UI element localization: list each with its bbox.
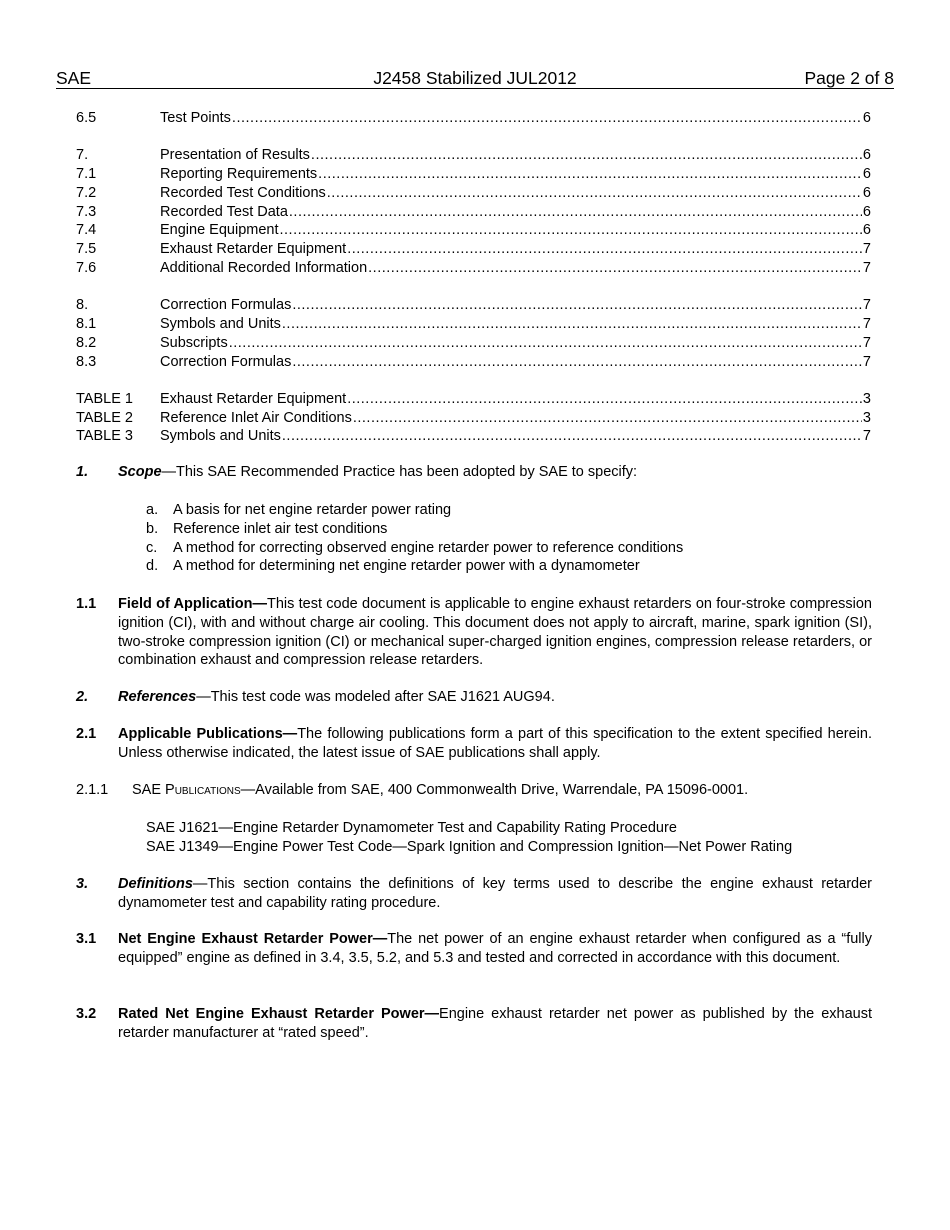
toc-group <box>76 296 871 371</box>
section-heading: Rated Net Engine Exhaust Retarder Power— <box>118 1006 440 1022</box>
toc-entry-page: 7 <box>862 428 871 445</box>
toc-entry <box>76 240 871 259</box>
section-scope <box>76 463 872 482</box>
toc-entry-number: 8.2 <box>76 334 97 351</box>
list-item-text: A method for determining net engine retarder power with a dynamometer <box>173 558 640 575</box>
section-applicable-publications <box>76 725 872 763</box>
section-number: 3. <box>76 876 89 892</box>
toc-entry <box>76 409 871 428</box>
section-number: 3.1 <box>76 931 97 947</box>
section-number: 2.1.1 <box>76 782 109 798</box>
section-text: —Available from SAE, 400 Commonwealth Drive, Warrendale, PA 15096-0001. <box>240 782 749 798</box>
toc-leader-dots <box>353 409 862 428</box>
toc-entry-page: 7 <box>862 259 871 276</box>
toc-entry <box>76 221 871 240</box>
toc-entry-title: Symbols and Units <box>160 315 281 332</box>
reference-list <box>146 819 792 857</box>
toc-leader-dots <box>318 165 862 184</box>
toc-entry-title: Subscripts <box>160 334 228 351</box>
section-heading: Net Engine Exhaust Retarder Power— <box>118 931 388 947</box>
toc-leader-dots <box>292 296 862 315</box>
section-number: 2.1 <box>76 726 97 742</box>
section-references <box>76 688 872 707</box>
toc-entry-number: 7.3 <box>76 203 97 220</box>
toc-entry <box>76 427 871 446</box>
toc-leader-dots <box>347 240 862 259</box>
toc-leader-dots <box>229 334 862 353</box>
section-field-of-application <box>76 595 872 670</box>
section-text: —This section contains the definitions of key terms used to describe the engine exhaust retarder dynamometer test and capability rating procedure. <box>118 876 872 911</box>
section-heading: Scope <box>118 464 162 480</box>
toc-entry-title: Reference Inlet Air Conditions <box>160 409 352 426</box>
section-number: 1.1 <box>76 596 97 612</box>
section-sae-publications <box>76 781 748 800</box>
toc-entry-number: 7.5 <box>76 241 97 258</box>
toc-entry-title: Exhaust Retarder Equipment <box>160 241 347 258</box>
section-text: The following publications form a part of this specification to the extent specified herein. Unless otherwise indicated, the latest issue of SAE publications shall apply. <box>118 726 872 761</box>
toc-entry <box>76 390 871 409</box>
toc-entry <box>76 165 871 184</box>
toc-leader-dots <box>282 315 862 334</box>
list-item-label: a. <box>146 502 159 518</box>
list-item-text: A basis for net engine retarder power rating <box>173 502 452 518</box>
toc-entry <box>76 203 871 222</box>
toc-entry-number: 7.6 <box>76 259 97 276</box>
toc-leader-dots <box>327 184 862 203</box>
toc-entry-number: 6.5 <box>76 110 97 126</box>
toc-entry-number: TABLE 2 <box>76 409 133 426</box>
toc-leader-dots <box>368 259 862 278</box>
toc-entry-number: 7.4 <box>76 222 97 239</box>
toc-entry-title: Reporting Requirements <box>160 165 318 182</box>
toc-entry-title: Test Points <box>160 110 231 126</box>
toc-entry-title: Exhaust Retarder Equipment <box>160 390 347 407</box>
toc-entry-number: TABLE 1 <box>76 390 133 407</box>
list-item-label: b. <box>146 520 159 537</box>
list-item <box>146 501 683 520</box>
section-text: —This test code was modeled after SAE J1621 AUG94. <box>196 689 555 705</box>
section-text: Engine exhaust retarder net power as published by the exhaust retarder manufacturer at “rated speed”. <box>118 1006 873 1041</box>
toc-entry-page: 6 <box>862 147 871 164</box>
toc-entry <box>76 184 871 203</box>
header-org: SAE <box>56 68 92 88</box>
reference-item: SAE J1621—Engine Retarder Dynamometer Test and Capability Rating Procedure <box>146 820 677 836</box>
list-item-label: d. <box>146 558 159 575</box>
toc-entry-number: 8.1 <box>76 315 97 332</box>
page-header <box>56 68 894 89</box>
toc-entry-number: 7.1 <box>76 165 97 182</box>
toc-entry <box>76 296 871 315</box>
toc-group <box>76 390 871 446</box>
toc-entry-title: Additional Recorded Information <box>160 259 368 276</box>
toc-entry-title: Engine Equipment <box>160 222 279 239</box>
section-number: 2. <box>76 689 89 705</box>
toc-leader-dots <box>232 109 862 128</box>
toc-group <box>76 146 871 278</box>
toc-entry-title: Recorded Test Conditions <box>160 184 326 201</box>
toc-entry-page: 6 <box>862 110 871 126</box>
toc-entry-number: 8. <box>76 297 89 314</box>
toc-entry-page: 3 <box>862 409 871 426</box>
toc-entry-number: 8.3 <box>76 353 97 370</box>
toc-entry-title: Correction Formulas <box>160 353 292 370</box>
toc-entry <box>76 334 871 353</box>
toc-entry-page: 7 <box>862 241 871 258</box>
toc-leader-dots <box>282 427 862 446</box>
toc-entry <box>76 146 871 165</box>
section-heading: Applicable Publications— <box>118 726 298 742</box>
toc-entry-page: 6 <box>862 203 871 220</box>
list-item <box>146 520 683 539</box>
scope-list <box>146 501 683 576</box>
section-net-engine-exhaust-retarder-power <box>76 930 872 968</box>
toc-entry-page: 6 <box>862 222 871 239</box>
toc-entry <box>76 315 871 334</box>
header-page-number: Page 2 of 8 <box>804 68 894 88</box>
toc-entry-page: 6 <box>862 184 871 201</box>
toc-entry-page: 7 <box>862 334 871 351</box>
section-number: 1. <box>76 464 89 480</box>
list-item <box>146 539 683 558</box>
section-text: The net power of an engine exhaust retarder when configured as a “fully equipped” engine as defined in 3.4, 3.5, 5.2, and 5.3 and tested and corrected in accordance with this document. <box>118 931 872 966</box>
section-heading: Definitions <box>118 876 193 892</box>
toc-entry-page: 7 <box>862 315 871 332</box>
list-item <box>146 557 683 576</box>
toc-leader-dots <box>311 146 862 165</box>
toc-leader-dots <box>289 203 862 222</box>
toc-leader-dots <box>347 390 862 409</box>
table-of-contents <box>76 109 871 446</box>
toc-entry <box>76 109 871 128</box>
reference-item: SAE J1349—Engine Power Test Code—Spark Ignition and Compression Ignition—Net Power Rating <box>146 838 793 855</box>
toc-entry-page: 6 <box>862 165 871 182</box>
toc-entry-page: 7 <box>862 353 871 370</box>
section-text: —This SAE Recommended Practice has been adopted by SAE to specify: <box>161 464 638 480</box>
toc-group <box>76 109 871 128</box>
toc-leader-dots <box>280 221 862 240</box>
section-heading: Field of Application— <box>118 596 267 612</box>
toc-entry-title: Presentation of Results <box>160 147 310 164</box>
toc-entry-number: 7.2 <box>76 184 97 201</box>
toc-entry-title: Correction Formulas <box>160 297 292 314</box>
list-item-label: c. <box>146 539 158 556</box>
toc-leader-dots <box>292 353 862 372</box>
toc-entry-page: 3 <box>862 390 871 407</box>
toc-entry <box>76 259 871 278</box>
section-heading: SAE Publications <box>132 782 241 798</box>
section-heading: References <box>118 689 197 705</box>
toc-entry <box>76 353 871 372</box>
list-item-text: A method for correcting observed engine retarder power to reference conditions <box>173 539 684 556</box>
toc-entry-title: Recorded Test Data <box>160 203 288 220</box>
section-text: This test code document is applicable to engine exhaust retarders on four-stroke compression ignition (CI), with and without charge air cooling. This document does not apply to aircraft, marine, spark ignition (SI), two-stroke compression ignition (CI) or mechanical super-charged ignition engines, compression release retarders, or combination exhaust and compression release retarders. <box>118 596 872 669</box>
list-item-text: Reference inlet air test conditions <box>173 520 388 537</box>
section-rated-net-engine-exhaust-retarder-power <box>76 1005 872 1043</box>
toc-entry-number: TABLE 3 <box>76 428 133 445</box>
toc-entry-page: 7 <box>862 297 871 314</box>
header-doc-id: J2458 Stabilized JUL2012 <box>373 68 577 88</box>
toc-entry-title: Symbols and Units <box>160 428 281 445</box>
section-definitions <box>76 875 872 913</box>
toc-entry-number: 7. <box>76 147 89 164</box>
section-number: 3.2 <box>76 1006 97 1022</box>
